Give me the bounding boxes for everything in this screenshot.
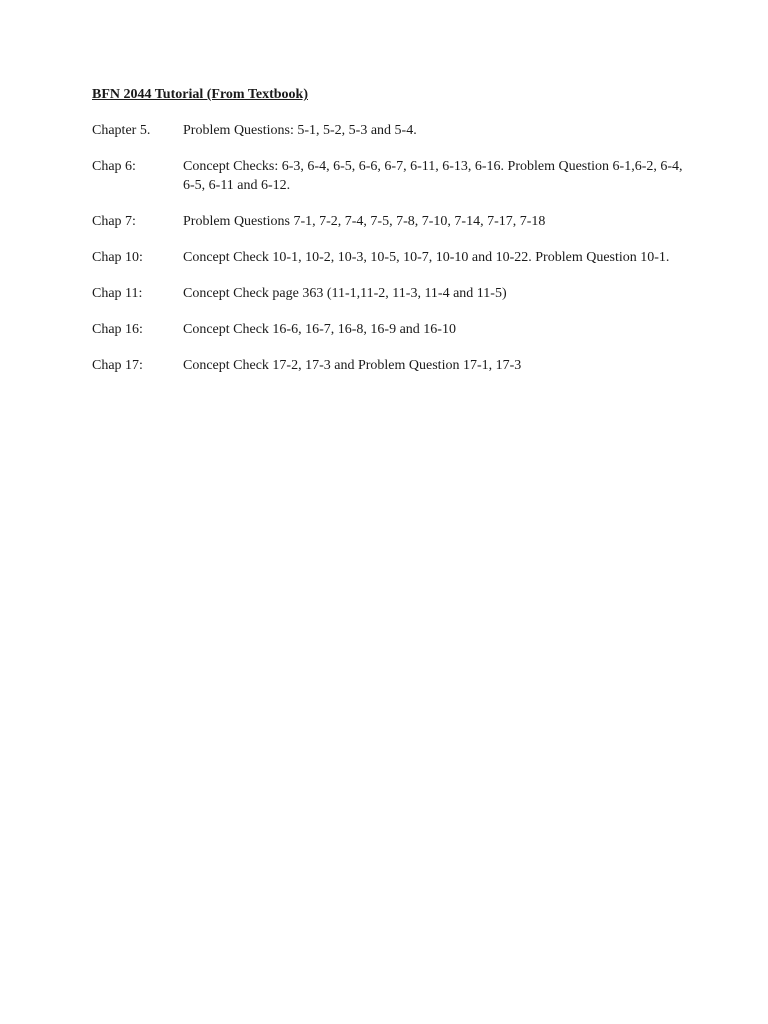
chapter-label: Chap 11: [92, 286, 143, 301]
chapter-entry [92, 212, 692, 231]
chapter-entry [92, 284, 692, 303]
chapter-assignments: Concept Checks: 6-3, 6-4, 6-5, 6-6, 6-7, 6-11, 6-13, 6-16. Problem Question 6-1,6-2, 6-4, 6-5, 6-11 and 6-12. [183, 159, 683, 193]
document-page [92, 85, 692, 392]
chapter-entry [92, 320, 692, 339]
chapter-label: Chapter 5. [92, 123, 151, 138]
chapter-assignments: Problem Questions 7-1, 7-2, 7-4, 7-5, 7-8, 7-10, 7-14, 7-17, 7-18 [183, 214, 546, 229]
chapter-assignments: Concept Check page 363 (11-1,11-2, 11-3, 11-4 and 11-5) [183, 286, 507, 301]
chapter-label: Chap 16: [92, 322, 143, 337]
chapter-label: Chap 17: [92, 358, 143, 373]
chapter-assignments: Concept Check 10-1, 10-2, 10-3, 10-5, 10-7, 10-10 and 10-22. Problem Question 10-1. [183, 250, 670, 265]
chapter-label: Chap 10: [92, 250, 143, 265]
chapter-assignments: Problem Questions: 5-1, 5-2, 5-3 and 5-4. [183, 123, 417, 138]
chapter-label: Chap 7: [92, 214, 136, 229]
chapter-list [92, 121, 692, 375]
document-title: BFN 2044 Tutorial (From Textbook) [92, 87, 308, 102]
chapter-entry [92, 356, 692, 375]
chapter-entry [92, 157, 692, 195]
chapter-label: Chap 6: [92, 159, 136, 174]
chapter-entry [92, 248, 692, 267]
chapter-entry [92, 121, 692, 140]
chapter-assignments: Concept Check 17-2, 17-3 and Problem Question 17-1, 17-3 [183, 358, 522, 373]
chapter-assignments: Concept Check 16-6, 16-7, 16-8, 16-9 and 16-10 [183, 322, 456, 337]
